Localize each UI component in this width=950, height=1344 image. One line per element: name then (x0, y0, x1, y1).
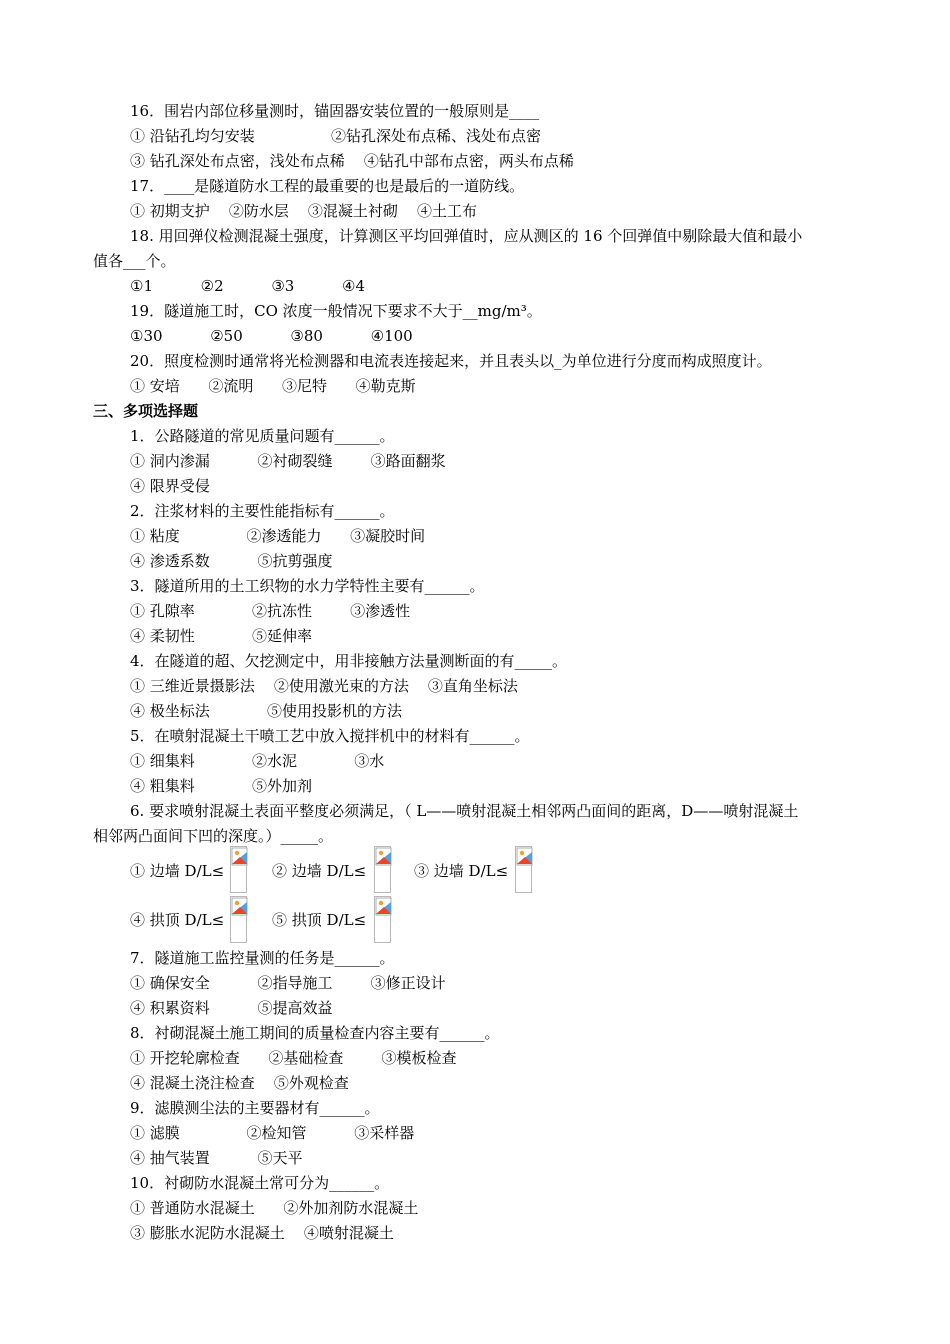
mq-6-opt-1: ① 边墙 D/L≤ (130, 862, 225, 880)
mq-6-opt-4: ④ 拱顶 D/L≤ (130, 911, 225, 929)
mq-1-opt-a: ① 洞内渗漏 ②衬砌裂缝 ③路面翻浆 (130, 452, 446, 470)
options-20: ① 安培 ②流明 ③尼特 ④勒克斯 (130, 377, 416, 395)
question-18: 18. 用回弹仪检测混凝土强度，计算测区平均回弹值时，应从测区的 16 个回弹值中剔除最大值和最小 (130, 227, 803, 245)
mq-2-opt-a: ① 粘度 ②渗透能力 ③凝胶时间 (130, 527, 426, 545)
question-16: 16．围岩内部位移量测时，锚固器安装位置的一般原则是____ (130, 102, 540, 120)
section-title: 三、多项选择题 (93, 402, 199, 420)
mq-9-opt-a: ① 滤膜 ②检知管 ③采样器 (130, 1124, 415, 1142)
mq-2: 2．注浆材料的主要性能指标有______。 (130, 502, 395, 520)
mq-7: 7．隧道施工监控量测的任务是______。 (130, 949, 395, 967)
question-17: 17．____是隧道防水工程的最重要的也是最后的一道防线。 (130, 177, 525, 195)
mq-8: 8．衬砌混凝土施工期间的质量检查内容主要有______。 (130, 1024, 500, 1042)
broken-image-icon (515, 846, 532, 893)
mq-6-opt-5: ⑤ 拱顶 D/L≤ (272, 911, 367, 929)
broken-image-icon (230, 896, 247, 943)
mq-4-opt-a: ① 三维近景摄影法 ②使用激光束的方法 ③直角坐标法 (130, 677, 518, 695)
mq-5-opt-a: ① 细集料 ②水泥 ③水 (130, 752, 385, 770)
mq-1-opt-b: ④ 限界受侵 (130, 477, 210, 495)
mq-5-opt-b: ④ 粗集料 ⑤外加剂 (130, 777, 312, 795)
mq-7-opt-a: ① 确保安全 ②指导施工 ③修正设计 (130, 974, 446, 992)
broken-image-icon (374, 846, 391, 893)
options-17: ① 初期支护 ②防水层 ③混凝土衬砌 ④土工布 (130, 202, 477, 220)
mq-6-opt-2: ② 边墙 D/L≤ (272, 862, 367, 880)
mq-6: 6. 要求喷射混凝土表面平整度必须满足，（ L——喷射混凝土相邻两凸面间的距离，D——喷射混凝土 (130, 802, 799, 820)
mq-8-opt-a: ① 开挖轮廓检查 ②基础检查 ③模板检查 (130, 1049, 457, 1067)
mq-3-opt-a: ① 孔隙率 ②抗冻性 ③渗透性 (130, 602, 411, 620)
options-16b: ③ 钻孔深处布点密，浅处布点稀 ④钻孔中部布点密，两头布点稀 (130, 152, 574, 170)
mq-3: 3．隧道所用的土工织物的水力学特性主要有______。 (130, 577, 485, 595)
broken-image-icon (230, 846, 247, 893)
mq-6-opt-3: ③ 边墙 D/L≤ (414, 862, 509, 880)
options-16a: ① 沿钻孔均匀安装 ②钻孔深处布点稀、浅处布点密 (130, 127, 542, 145)
mq-10: 10．衬砌防水混凝土常可分为______。 (130, 1174, 390, 1192)
mq-6-cont: 相邻两凸面间下凹的深度。）_____。 (93, 827, 334, 845)
question-20: 20．照度检测时通常将光检测器和电流表连接起来，并且表头以_为单位进行分度而构成照度计。 (130, 352, 772, 370)
mq-5: 5．在喷射混凝土干喷工艺中放入搅拌机中的材料有______。 (130, 727, 530, 745)
mq-9: 9．滤膜测尘法的主要器材有______。 (130, 1099, 380, 1117)
mq-1: 1．公路隧道的常见质量问题有______。 (130, 427, 395, 445)
mq-3-opt-b: ④ 柔韧性 ⑤延伸率 (130, 627, 312, 645)
options-18: ①1 ②2 ③3 ④4 (130, 277, 366, 295)
question-18-cont: 值各___个。 (93, 252, 176, 270)
mq-10-opt-b: ③ 膨胀水泥防水混凝土 ④喷射混凝土 (130, 1224, 394, 1242)
options-19: ①30 ②50 ③80 ④100 (130, 327, 413, 345)
mq-7-opt-b: ④ 积累资料 ⑤提高效益 (130, 999, 333, 1017)
mq-9-opt-b: ④ 抽气装置 ⑤天平 (130, 1149, 303, 1167)
mq-8-opt-b: ④ 混凝土浇注检查 ⑤外观检查 (130, 1074, 349, 1092)
mq-2-opt-b: ④ 渗透系数 ⑤抗剪强度 (130, 552, 333, 570)
broken-image-icon (374, 896, 391, 943)
mq-10-opt-a: ① 普通防水混凝土 ②外加剂防水混凝土 (130, 1199, 419, 1217)
mq-4-opt-b: ④ 极坐标法 ⑤使用投影机的方法 (130, 702, 402, 720)
mq-4: 4．在隧道的超、欠挖测定中，用非接触方法量测断面的有_____。 (130, 652, 568, 670)
question-19: 19．隧道施工时，CO 浓度一般情况下要求不大于__mg/m³。 (130, 302, 542, 320)
